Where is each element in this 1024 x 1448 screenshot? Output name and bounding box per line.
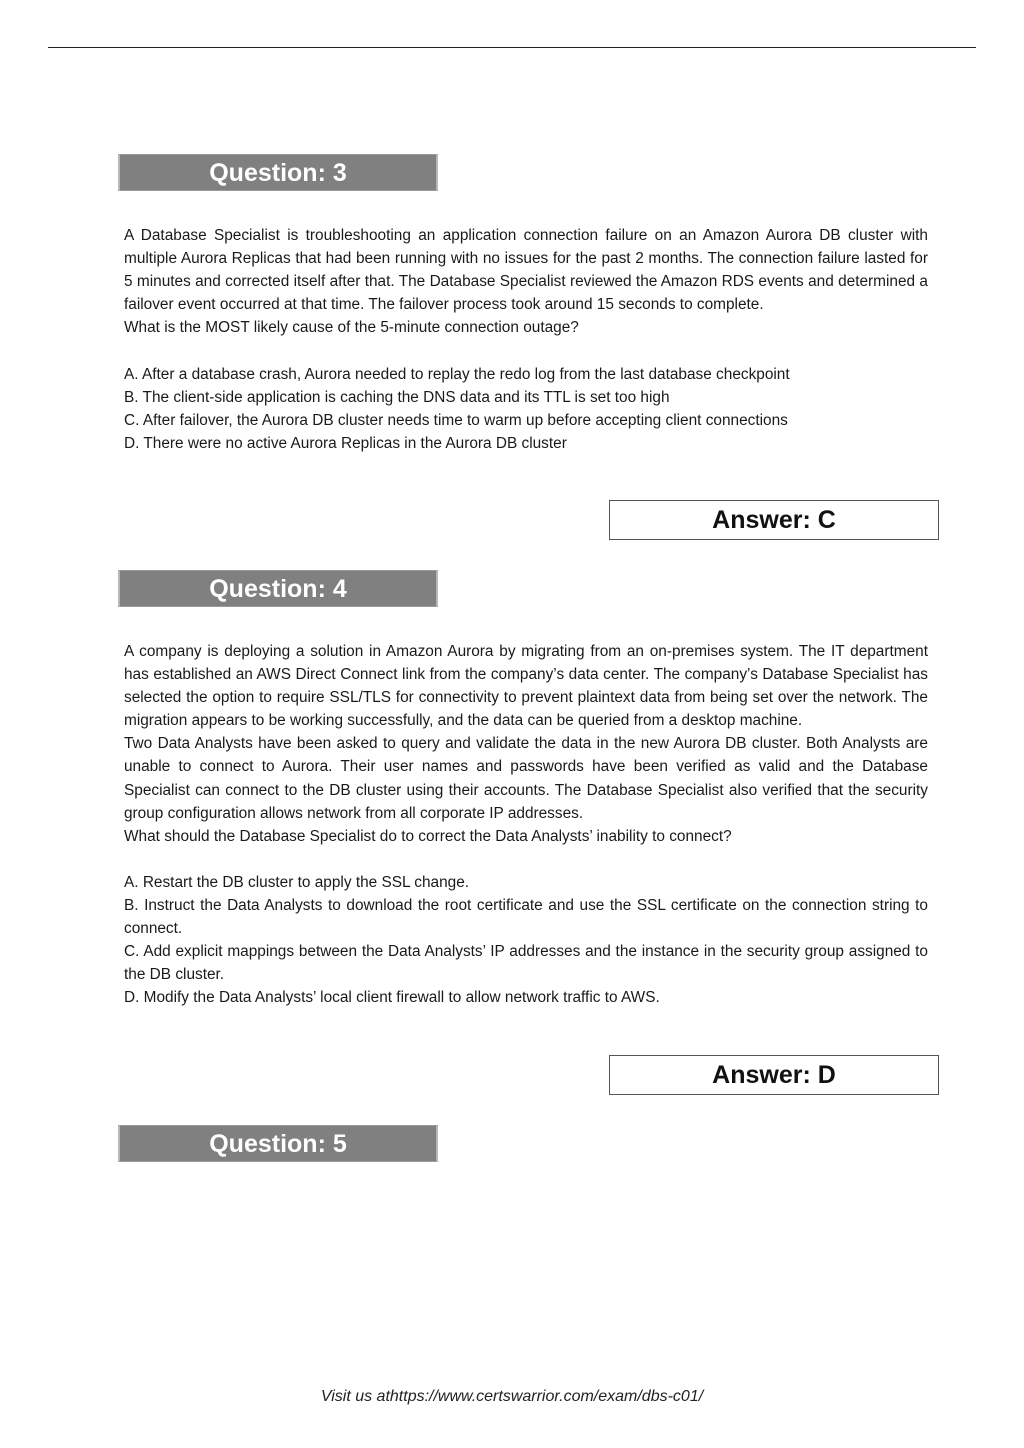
top-rule [48, 47, 976, 48]
question-3-title: Question: 3 [209, 159, 347, 187]
question-4-option-b: B. Instruct the Data Analysts to download the root certificate and use the SSL certificate on the connection string to connect. [124, 897, 928, 938]
question-4-option-c: C. Add explicit mappings between the Data Analysts’ IP addresses and the instance in the security group assigned to the DB cluster. [124, 943, 928, 984]
question-4-paragraph-1: A company is deploying a solution in Amazon Aurora by migrating from an on-premises system. The IT department has established an AWS Direct Connect link from the company’s data center. The company’s Database Specialist has selected the option to require SSL/TLS for connectivity to prevent plaintext data from being set over the network. The migration appears to be working successfully, and the data can be queried from a desktop machine. [124, 643, 928, 730]
question-4-header [118, 570, 438, 607]
question-3-prompt: What is the MOST likely cause of the 5-minute connection outage? [124, 319, 579, 337]
question-3-paragraph-1: A Database Specialist is troubleshooting an application connection failure on an Amazon Aurora DB cluster with multiple Aurora Replicas that had been running with no issues for the past 2 months. The connection failure lasted for 5 minutes and corrected itself after that. The Database Specialist reviewed the Amazon RDS events and determined a failover event occurred at that time. The failover process took around 15 seconds to complete. [124, 227, 928, 314]
question-4-prompt: What should the Database Specialist do to correct the Data Analysts’ inability to connect? [124, 827, 732, 845]
question-3-option-a: A. After a database crash, Aurora needed to replay the redo log from the last database checkpoint [124, 365, 790, 383]
question-4-title: Question: 4 [209, 575, 347, 603]
question-5-title: Question: 5 [209, 1130, 347, 1158]
question-4-body [124, 640, 928, 1010]
question-3-option-d: D. There were no active Aurora Replicas in the Aurora DB cluster [124, 434, 567, 452]
question-3-body [124, 224, 928, 455]
question-3-option-c: C. After failover, the Aurora DB cluster needs time to warm up before accepting client connections [124, 411, 788, 429]
question-5-header [118, 1125, 438, 1162]
question-3-option-b: B. The client-side application is caching the DNS data and its TTL is set too high [124, 388, 670, 406]
question-4-answer: Answer: D [609, 1055, 939, 1095]
footer-link-text[interactable]: Visit us athttps://www.certswarrior.com/exam/dbs-c01/ [320, 1388, 704, 1405]
question-3-answer: Answer: C [609, 500, 939, 540]
question-3-header [118, 154, 438, 191]
question-4-paragraph-2: Two Data Analysts have been asked to query and validate the data in the new Aurora DB cluster. Both Analysts are unable to connect to Aurora. Their user names and passwords have been verified as valid and the Database Specialist can connect to the DB cluster using their accounts. The Database Specialist also verified that the security group configuration allows network from all corporate IP addresses. [124, 735, 928, 822]
question-4-option-a: A. Restart the DB cluster to apply the SSL change. [124, 873, 470, 891]
question-4-option-d: D. Modify the Data Analysts’ local client firewall to allow network traffic to AWS. [124, 989, 660, 1007]
